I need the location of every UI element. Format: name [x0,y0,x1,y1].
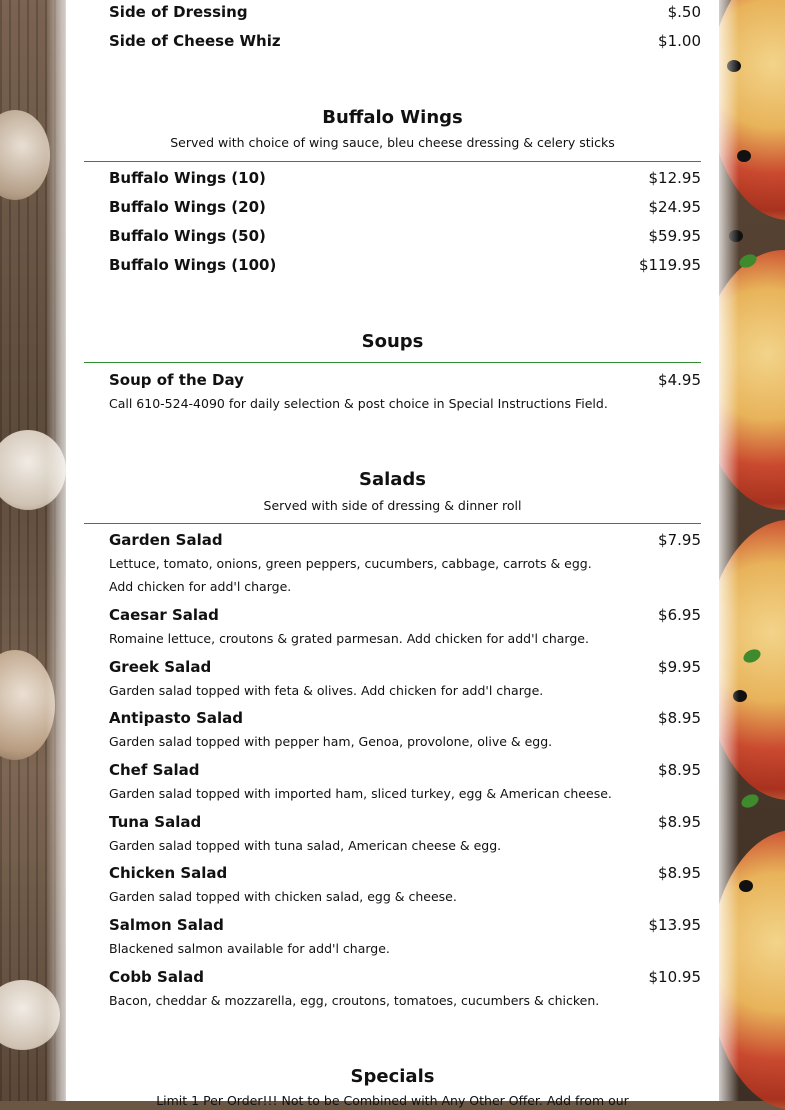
item-description: Blackened salmon available for add'l charge. [109,941,390,956]
menu-item[interactable] [109,864,701,909]
section-title-salads: Salads [358,469,427,490]
basil-leaf-icon [739,792,760,810]
item-price: $59.95 [648,227,701,245]
item-name: Side of Dressing [109,3,248,21]
panel-fade-left [46,0,66,1101]
menu-item[interactable] [109,371,701,416]
item-description: Romaine lettuce, croutons & grated parmesan. Add chicken for add'l charge. [109,631,589,646]
item-price: $.50 [667,3,701,21]
item-price: $8.95 [658,813,701,831]
section-divider [84,523,701,524]
item-price: $4.95 [658,371,701,389]
item-price: $9.95 [658,658,701,676]
section-subtitle-salads: Served with side of dressing & dinner roll [263,498,522,513]
menu-item[interactable] [109,256,701,276]
mushroom-image [0,110,50,200]
item-price: $24.95 [648,198,701,216]
item-price: $8.95 [658,761,701,779]
item-price: $6.95 [658,606,701,624]
section-divider [84,362,701,363]
item-description: Garden salad topped with feta & olives. Add chicken for add'l charge. [109,683,544,698]
item-description: Garden salad topped with imported ham, sliced turkey, egg & American cheese. [109,786,612,801]
item-price: $7.95 [658,531,701,549]
section-title-wings: Buffalo Wings [322,107,463,128]
menu-item[interactable] [109,531,701,599]
section-title-specials: Specials [350,1066,435,1087]
menu-item[interactable] [109,916,701,961]
item-name: Antipasto Salad [109,709,244,727]
item-name: Buffalo Wings (50) [109,227,266,245]
section-divider [84,161,701,162]
panel-fade-right [719,0,739,1101]
section-subtitle-specials: Limit 1 Per Order!!! Not to be Combined with Any Other Offer. Add from our [156,1093,629,1108]
item-name: Side of Cheese Whiz [109,32,281,50]
menu-item[interactable] [109,761,701,806]
menu-item[interactable] [109,198,701,218]
item-name: Garden Salad [109,531,223,549]
menu-item[interactable] [109,3,701,23]
menu-item[interactable] [109,32,701,52]
item-description: Lettuce, tomato, onions, green peppers, cucumbers, cabbage, carrots & egg. Add chicken for add'l charge. [109,556,592,594]
menu-item[interactable] [109,658,701,703]
menu-item[interactable] [109,813,701,858]
olive-icon [739,880,753,892]
item-name: Chicken Salad [109,864,228,882]
item-name: Soup of the Day [109,371,244,389]
item-description: Garden salad topped with pepper ham, Genoa, provolone, olive & egg. [109,734,553,749]
olive-icon [737,150,751,162]
item-price: $8.95 [658,709,701,727]
item-name: Buffalo Wings (100) [109,256,277,274]
item-price: $119.95 [638,256,701,274]
menu-item[interactable] [109,606,701,651]
section-subtitle-wings: Served with choice of wing sauce, bleu cheese dressing & celery sticks [170,135,615,150]
item-price: $10.95 [648,968,701,986]
item-description: Garden salad topped with chicken salad, egg & cheese. [109,889,457,904]
item-description: Call 610-524-4090 for daily selection & post choice in Special Instructions Field. [109,396,608,411]
section-title-soups: Soups [361,331,424,352]
item-description: Bacon, cheddar & mozzarella, egg, croutons, tomatoes, cucumbers & chicken. [109,993,600,1008]
menu-item[interactable] [109,169,701,189]
item-name: Buffalo Wings (20) [109,198,266,216]
item-name: Buffalo Wings (10) [109,169,266,187]
item-price: $12.95 [648,169,701,187]
menu-item[interactable] [109,968,701,1013]
item-price: $1.00 [658,32,701,50]
menu-item[interactable] [109,709,701,754]
menu-item[interactable] [109,227,701,247]
item-price: $13.95 [648,916,701,934]
item-name: Tuna Salad [109,813,202,831]
item-name: Greek Salad [109,658,212,676]
item-name: Salmon Salad [109,916,224,934]
item-description: Garden salad topped with tuna salad, American cheese & egg. [109,838,502,853]
item-price: $8.95 [658,864,701,882]
item-name: Chef Salad [109,761,200,779]
item-name: Cobb Salad [109,968,204,986]
item-name: Caesar Salad [109,606,219,624]
